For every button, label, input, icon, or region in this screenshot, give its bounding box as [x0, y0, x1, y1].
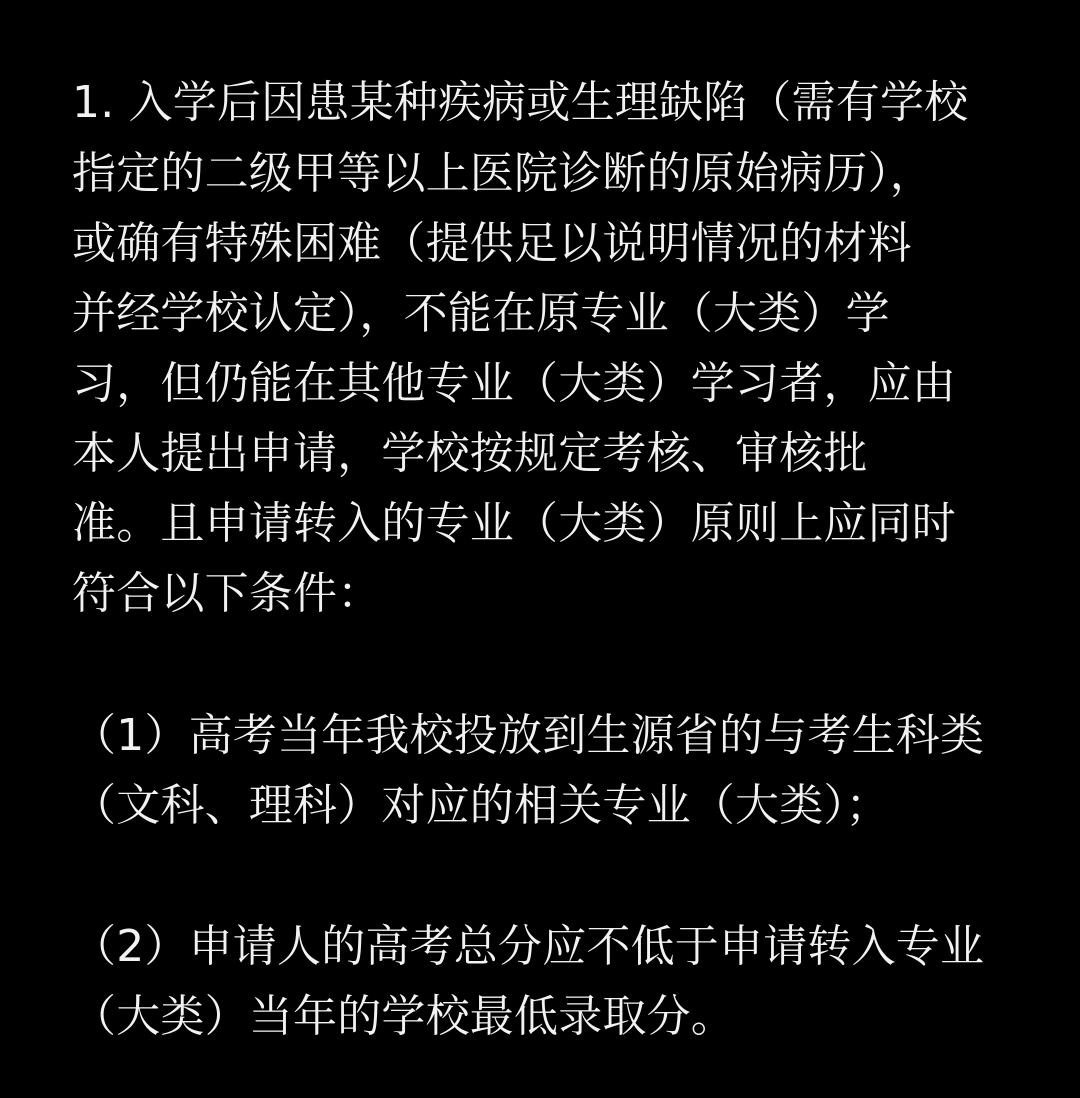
- paragraph-1-line-1: 1. 入学后因患某种疾病或生理缺陷（需有学校: [72, 77, 969, 128]
- condition-1-line-1: （1）高考当年我校投放到生源省的与考生科类: [72, 710, 985, 761]
- paragraph-1-line-7: 准。且申请转入的专业（大类）原则上应同时: [72, 498, 956, 549]
- paragraph-1-line-6: 本人提出申请，学校按规定考核、审核批: [72, 428, 868, 479]
- paragraph-1-line-8: 符合以下条件：: [72, 568, 382, 619]
- paragraph-1-line-2: 指定的二级甲等以上医院诊断的原始病历），: [72, 148, 934, 199]
- paragraph-1-line-4: 并经学校认定），不能在原专业（大类）学: [72, 288, 890, 339]
- condition-2-line-1: （2）申请人的高考总分应不低于申请转入专业: [72, 921, 985, 972]
- condition-2-line-2: （大类）当年的学校最低录取分。: [72, 991, 735, 1042]
- paragraph-1-line-5: 习，但仍能在其他专业（大类）学习者，应由: [72, 358, 956, 409]
- condition-1-line-2: （文科、理科）对应的相关专业（大类）；: [72, 780, 890, 831]
- paragraph-1-line-3: 或确有特殊困难（提供足以说明情况的材料: [72, 218, 912, 269]
